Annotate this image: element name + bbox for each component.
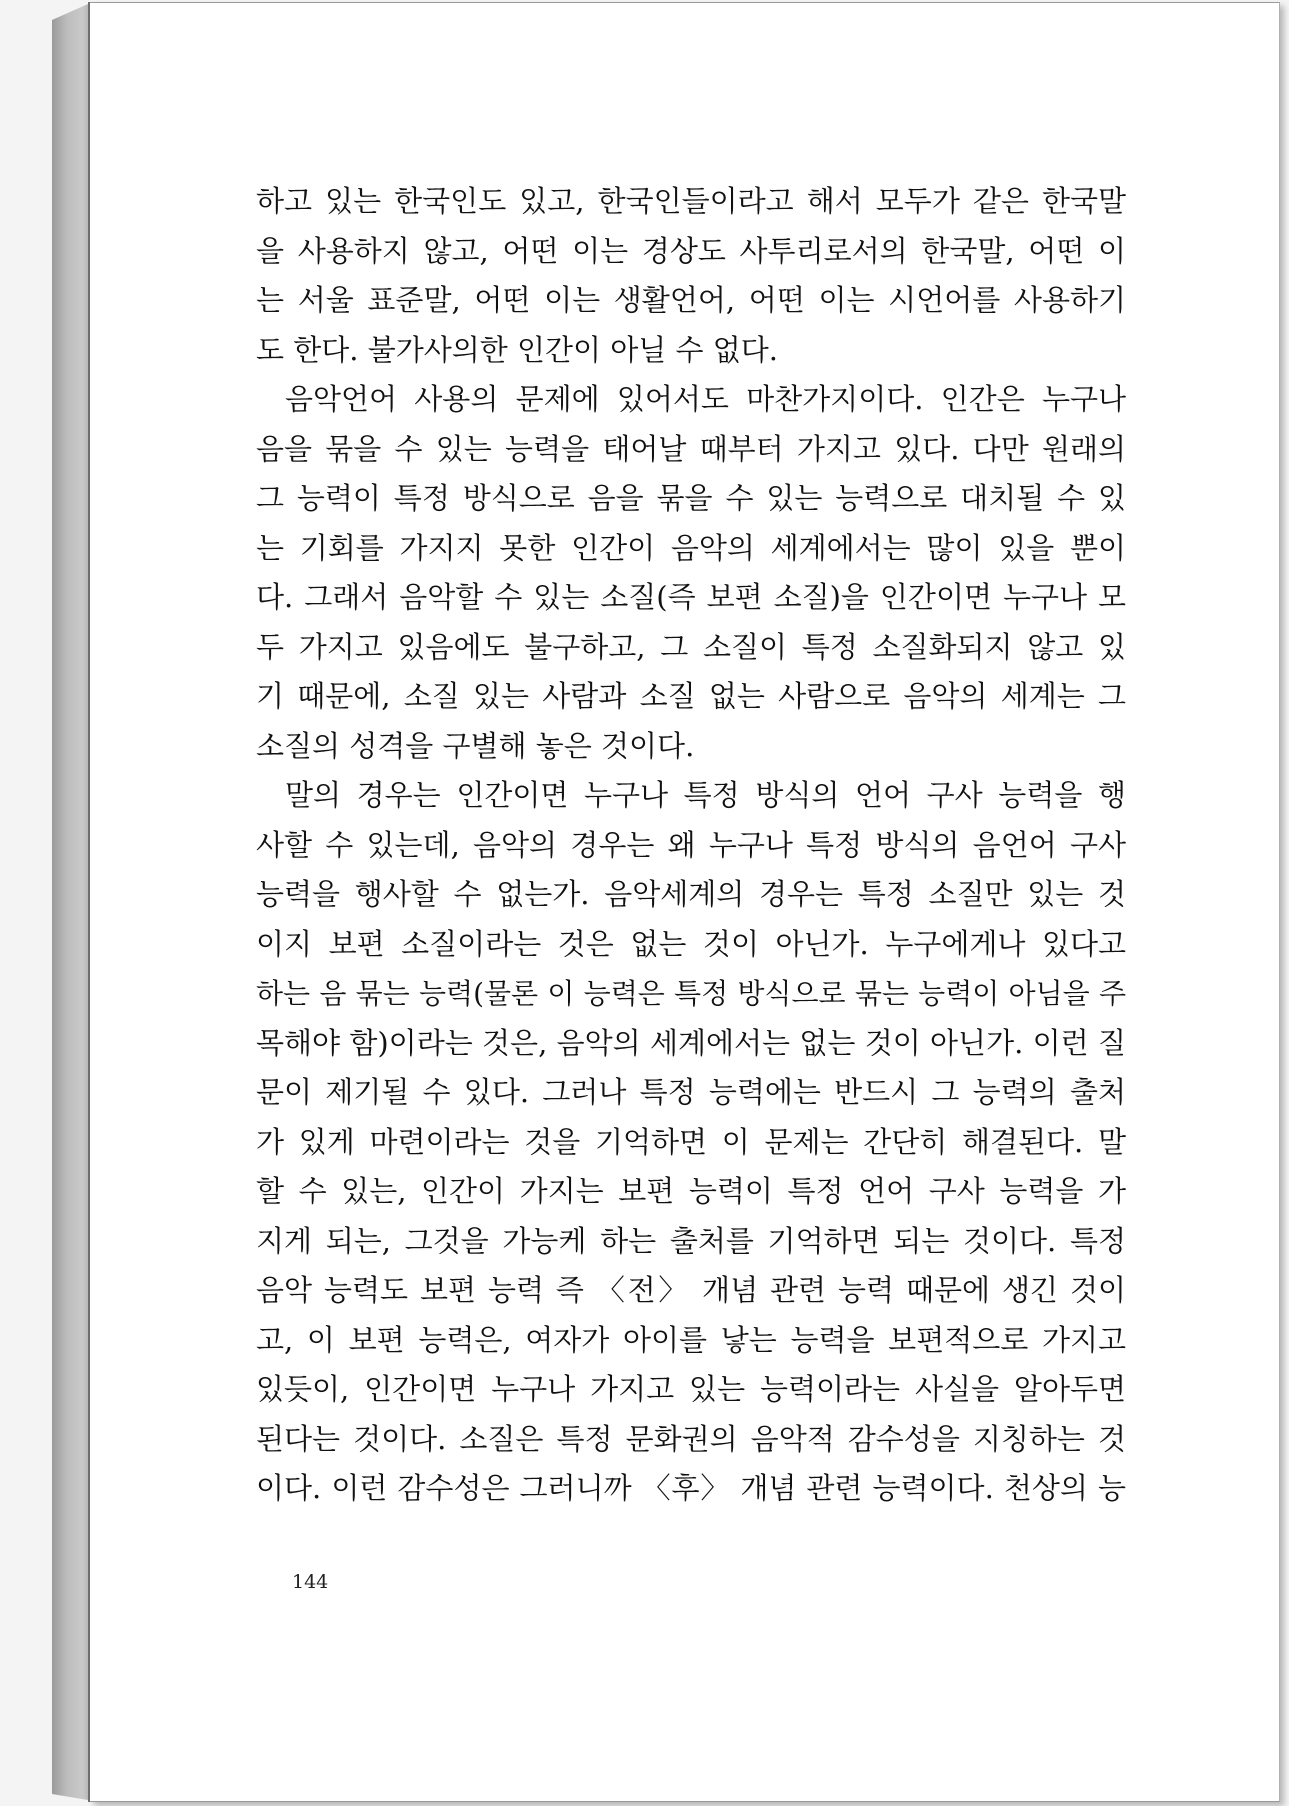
text-line: 목해야 함)이라는 것은, 음악의 세계에서는 없는 것이 아닌가. 이런 질: [256, 1025, 1126, 1060]
text-line: 기 때문에, 소질 있는 사람과 소질 없는 사람으로 음악의 세계는 그: [256, 679, 1126, 713]
text-line: 말의 경우는 인간이면 누구나 특정 방식의 언어 구사 능력을 행: [285, 778, 1126, 812]
text-line: 음악 능력도 보편 능력 즉 〈전〉 개념 관련 능력 때문에 생긴 것이: [256, 1273, 1126, 1307]
text-line: 가 있게 마련이라는 것을 기억하면 이 문제는 간단히 해결된다. 말: [256, 1124, 1126, 1159]
text-line: 문이 제기될 수 있다. 그러나 특정 능력에는 반드시 그 능력의 출처: [256, 1075, 1126, 1109]
text-line: 된다는 것이다. 소질은 특정 문화권의 음악적 감수성을 지칭하는 것: [256, 1421, 1126, 1456]
text-line: 두 가지고 있음에도 불구하고, 그 소질이 특정 소질화되지 않고 있: [256, 629, 1126, 664]
text-line: 하는 음 묶는 능력(물론 이 능력은 특정 방식으로 묶는 능력이 아님을 주: [256, 977, 1126, 1010]
text-line: 다. 그래서 음악할 수 있는 소질(즉 보편 소질)을 인간이면 누구나 모: [256, 580, 1126, 614]
text-line: 고, 이 보편 능력은, 여자가 아이를 낳는 능력을 보편적으로 가지고: [256, 1322, 1126, 1357]
body-text: [256, 177, 1126, 1514]
text-line: 음을 묶을 수 있는 능력을 태어날 때부터 가지고 있다. 다만 원래의: [256, 431, 1126, 466]
text-line: 는 서울 표준말, 어떤 이는 생활언어, 어떤 이는 시언어를 사용하기: [256, 283, 1126, 317]
text-line: 이다. 이런 감수성은 그러니까 〈후〉 개념 관련 능력이다. 천상의 능: [256, 1471, 1126, 1505]
text-line: 음악언어 사용의 문제에 있어서도 마찬가지이다. 인간은 누구나: [285, 382, 1126, 416]
text-line: 능력을 행사할 수 없는가. 음악세계의 경우는 특정 소질만 있는 것: [256, 877, 1126, 911]
text-line: 소질의 성격을 구별해 놓은 것이다.: [256, 728, 695, 763]
text-line: 하고 있는 한국인도 있고, 한국인들이라고 해서 모두가 같은 한국말: [256, 184, 1126, 218]
text-line: 있듯이, 인간이면 누구나 가지고 있는 능력이라는 사실을 알아두면: [256, 1372, 1126, 1406]
text-line: 지게 되는, 그것을 가능케 하는 출처를 기억하면 되는 것이다. 특정: [256, 1223, 1126, 1258]
text-line: 사할 수 있는데, 음악의 경우는 왜 누구나 특정 방식의 음언어 구사: [256, 827, 1126, 862]
page-number: 144: [292, 1571, 329, 1593]
book-page: [90, 2, 1280, 1802]
text-line: 이지 보편 소질이라는 것은 없는 것이 아닌가. 누구에게나 있다고: [256, 926, 1126, 961]
text-line: 도 한다. 불가사의한 인간이 아닐 수 없다.: [256, 332, 778, 367]
text-line: 그 능력이 특정 방식으로 음을 묶을 수 있는 능력으로 대치될 수 있: [256, 481, 1126, 515]
text-line: 을 사용하지 않고, 어떤 이는 경상도 사투리로서의 한국말, 어떤 이: [256, 233, 1126, 268]
text-line: 할 수 있는, 인간이 가지는 보편 능력이 특정 언어 구사 능력을 가: [256, 1174, 1126, 1208]
book-spine: [52, 4, 90, 1800]
text-line: 는 기회를 가지지 못한 인간이 음악의 세계에서는 많이 있을 뿐이: [256, 530, 1126, 565]
